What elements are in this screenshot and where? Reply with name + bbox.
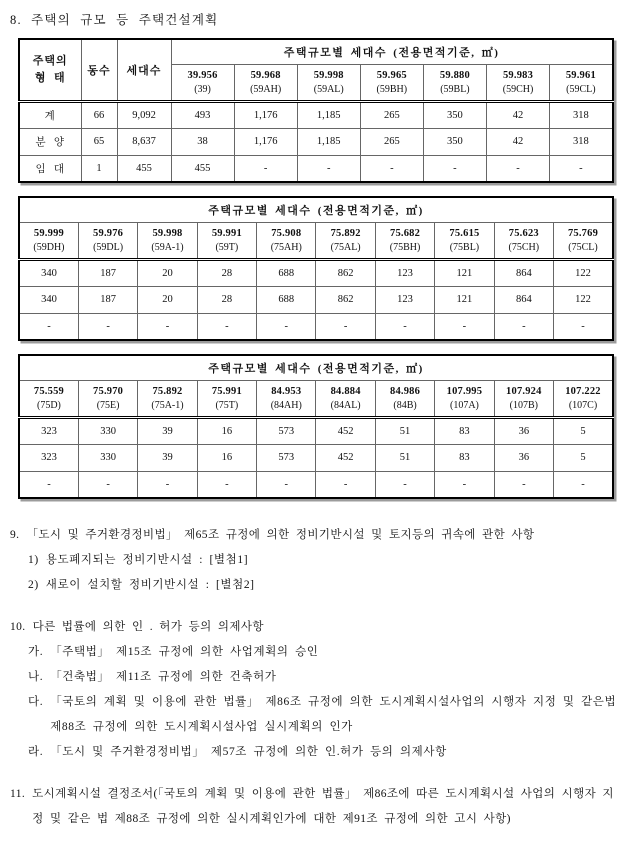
value-cell: 330: [78, 444, 137, 471]
value-cell: 265: [360, 128, 423, 155]
table-header-row: [19, 197, 613, 222]
value-cell: -: [423, 155, 486, 182]
table-header-row: [19, 355, 613, 380]
size-column-header: [138, 222, 197, 259]
area-value: 75.991: [211, 385, 242, 397]
table-row-sale: [19, 286, 613, 313]
item-number: 나.: [28, 671, 44, 683]
housing-plan-table-1: [18, 38, 614, 183]
size-column-header: [435, 380, 494, 417]
area-value: 75.559: [33, 385, 64, 397]
area-value: 59.998: [152, 227, 183, 239]
type-code: (75AH): [270, 241, 302, 253]
value-cell: 350: [423, 101, 486, 128]
value-cell: 862: [316, 259, 375, 286]
size-column-header: [494, 222, 553, 259]
housing-type-line2: 형 태: [34, 71, 66, 84]
type-code: (75BH): [389, 241, 421, 253]
size-column-header: [257, 222, 316, 259]
table-row-total: [19, 101, 613, 128]
section-text: 도시계획시설 결정조서(「국토의 계획 및 이용에 관한 법률」 제86조에 따른 도시계획시설 사업의 시행자 지정 및 같은 법 제88조 규정에 의한 실시계획인가에 대한 제91조 규정에 의한 고시 사항): [32, 788, 614, 825]
type-code: (107A): [449, 399, 479, 411]
value-cell: 323: [19, 417, 78, 444]
value-cell: -: [554, 313, 613, 340]
area-value: 75.892: [152, 385, 183, 397]
area-value: 59.976: [93, 227, 124, 239]
item-text: 「도시 및 주거환경정비법」 제57조 규정에 의한 인.허가 등의 의제사항: [50, 746, 447, 758]
value-cell: 1,176: [234, 101, 297, 128]
size-column-header: [316, 222, 375, 259]
type-code: (39): [194, 83, 211, 95]
type-code: (84B): [393, 399, 417, 411]
value-cell: -: [297, 155, 360, 182]
value-cell: -: [78, 471, 137, 498]
table-row-sale: [19, 128, 613, 155]
type-code: (59A-1): [151, 241, 184, 253]
item-number: 2): [28, 579, 39, 591]
area-value: 75.615: [449, 227, 480, 239]
type-code: (107B): [509, 399, 538, 411]
value-cell: 9,092: [117, 101, 171, 128]
size-column-header: [19, 380, 78, 417]
area-value: 84.884: [330, 385, 361, 397]
area-value: 107.924: [506, 385, 542, 397]
value-cell: 493: [171, 101, 234, 128]
section-number: 10.: [10, 621, 26, 633]
row-label-cell: 임 대: [19, 155, 81, 182]
value-cell: -: [197, 313, 256, 340]
row-label-cell: 분 양: [19, 128, 81, 155]
type-code: (59DH): [33, 241, 65, 253]
type-code: (75T): [215, 399, 239, 411]
building-count-header: 동수: [81, 39, 117, 101]
value-cell: 1,185: [297, 101, 360, 128]
size-header-row: [19, 222, 613, 259]
area-value: 75.970: [93, 385, 124, 397]
type-code: (59AH): [250, 83, 282, 95]
type-code: (84AH): [270, 399, 302, 411]
section-number: 9.: [10, 529, 20, 541]
value-cell: -: [316, 471, 375, 498]
value-cell: 16: [197, 417, 256, 444]
value-cell: 39: [138, 417, 197, 444]
value-cell: 66: [81, 101, 117, 128]
value-cell: 864: [494, 286, 553, 313]
item-number: 다.: [28, 696, 44, 708]
item-number: 1): [28, 554, 39, 566]
size-column-header: [197, 380, 256, 417]
size-column-header: [494, 380, 553, 417]
area-value: 39.956: [187, 69, 218, 81]
section-heading-text: 「도시 및 주거환경정비법」 제65조 규정에 의한 정비기반시설 및 토지등의 귀속에 관한 사항: [26, 529, 535, 541]
area-value: 59.991: [211, 227, 242, 239]
table-row-rental: [19, 155, 613, 182]
section-11: [10, 782, 620, 832]
type-code: (59CL): [566, 83, 596, 95]
value-cell: -: [78, 313, 137, 340]
type-code: (75CH): [508, 241, 540, 253]
value-cell: -: [257, 313, 316, 340]
value-cell: -: [234, 155, 297, 182]
value-cell: -: [197, 471, 256, 498]
size-column-header: [19, 222, 78, 259]
section-9-item-1: [28, 548, 620, 573]
value-cell: 36: [494, 417, 553, 444]
area-value: 59.961: [565, 69, 596, 81]
item-text: 「건축법」 제11조 규정에 의한 건축허가: [50, 671, 277, 683]
value-cell: -: [316, 313, 375, 340]
item-text: 새로이 설치할 정비기반시설 : [별첨2]: [45, 579, 255, 591]
value-cell: -: [360, 155, 423, 182]
size-column-header: [78, 222, 137, 259]
area-value: 75.769: [567, 227, 599, 239]
table-row-total: [19, 259, 613, 286]
section-10: [10, 615, 620, 765]
value-cell: 122: [554, 259, 613, 286]
value-cell: 83: [435, 444, 494, 471]
size-column-header: [171, 64, 234, 101]
area-value: 59.983: [502, 69, 534, 81]
table-row-rental: [19, 313, 613, 340]
value-cell: 51: [375, 417, 434, 444]
size-column-header: [297, 64, 360, 101]
value-cell: 452: [316, 417, 375, 444]
value-cell: -: [138, 313, 197, 340]
size-column-header: [316, 380, 375, 417]
value-cell: -: [494, 471, 553, 498]
size-column-header: [197, 222, 256, 259]
section-10-heading: [10, 615, 620, 640]
value-cell: 42: [486, 128, 549, 155]
type-code: (59BL): [440, 83, 470, 95]
area-value: 59.965: [376, 69, 407, 81]
value-cell: 1,185: [297, 128, 360, 155]
value-cell: 573: [257, 417, 316, 444]
value-cell: 862: [316, 286, 375, 313]
size-group-header: 주택규모별 세대수 (전용면적기준, ㎡): [19, 197, 613, 222]
value-cell: 452: [316, 444, 375, 471]
value-cell: 573: [257, 444, 316, 471]
value-cell: 16: [197, 444, 256, 471]
value-cell: -: [257, 471, 316, 498]
value-cell: 864: [494, 259, 553, 286]
value-cell: -: [550, 155, 613, 182]
size-header-row: [19, 380, 613, 417]
value-cell: 122: [554, 286, 613, 313]
section-heading-text: 다른 법률에 의한 인 . 허가 등의 의제사항: [32, 621, 264, 633]
value-cell: 42: [486, 101, 549, 128]
value-cell: 323: [19, 444, 78, 471]
value-cell: -: [435, 471, 494, 498]
page-title: 8. 주택의 규모 등 주택건설계획: [10, 13, 219, 27]
type-code: (75E): [96, 399, 120, 411]
value-cell: 455: [117, 155, 171, 182]
table-header-row: [19, 39, 613, 64]
value-cell: 5: [554, 417, 613, 444]
size-column-header: [486, 64, 549, 101]
row-label-cell: 계: [19, 101, 81, 128]
value-cell: -: [486, 155, 549, 182]
value-cell: 1,176: [234, 128, 297, 155]
value-cell: 1: [81, 155, 117, 182]
value-cell: 318: [550, 128, 613, 155]
item-number: 가.: [28, 646, 44, 658]
value-cell: -: [435, 313, 494, 340]
type-code: (84AL): [330, 399, 361, 411]
value-cell: 123: [375, 286, 434, 313]
value-cell: 65: [81, 128, 117, 155]
housing-type-line1: 주택의: [32, 54, 68, 67]
section-9: [10, 523, 620, 598]
value-cell: 455: [171, 155, 234, 182]
household-count-header: 세대수: [117, 39, 171, 101]
value-cell: 340: [19, 259, 78, 286]
size-column-header: [550, 64, 613, 101]
housing-plan-table-2: [18, 196, 614, 341]
housing-plan-table-3: [18, 354, 614, 499]
value-cell: 28: [197, 286, 256, 313]
type-code: (75AL): [330, 241, 361, 253]
type-code: (75A-1): [151, 399, 184, 411]
area-value: 107.995: [446, 385, 483, 397]
size-column-header: [554, 380, 613, 417]
section-number: 11.: [10, 788, 26, 800]
value-cell: 340: [19, 286, 78, 313]
value-cell: 38: [171, 128, 234, 155]
size-column-header: [375, 380, 434, 417]
type-code: (75CL): [568, 241, 598, 253]
section-9-heading: [10, 523, 620, 548]
value-cell: 5: [554, 444, 613, 471]
value-cell: 121: [435, 286, 494, 313]
value-cell: 36: [494, 444, 553, 471]
value-cell: -: [494, 313, 553, 340]
section-10-item-da: [28, 690, 620, 740]
value-cell: -: [554, 471, 613, 498]
type-code: (59T): [215, 241, 239, 253]
area-value: 59.880: [439, 69, 470, 81]
value-cell: 318: [550, 101, 613, 128]
type-code: (59BH): [376, 83, 408, 95]
type-code: (59CH): [502, 83, 534, 95]
value-cell: -: [19, 313, 78, 340]
size-column-header: [375, 222, 434, 259]
area-value: 84.953: [271, 385, 302, 397]
area-value: 75.682: [390, 227, 421, 239]
table-row-rental: [19, 471, 613, 498]
size-column-header: [138, 380, 197, 417]
value-cell: -: [138, 471, 197, 498]
section-9-item-2: [28, 573, 620, 598]
value-cell: 330: [78, 417, 137, 444]
size-column-header: [257, 380, 316, 417]
size-column-header: [78, 380, 137, 417]
type-code: (75D): [37, 399, 61, 411]
size-column-header: [435, 222, 494, 259]
value-cell: 20: [138, 259, 197, 286]
item-text: 용도폐지되는 정비기반시설 : [별첨1]: [45, 554, 249, 566]
table-row-sale: [19, 444, 613, 471]
type-code: (59AL): [313, 83, 344, 95]
section-10-item-ga: [28, 640, 620, 665]
value-cell: 350: [423, 128, 486, 155]
value-cell: 8,637: [117, 128, 171, 155]
area-value: 59.998: [313, 69, 344, 81]
value-cell: 28: [197, 259, 256, 286]
value-cell: 51: [375, 444, 434, 471]
value-cell: -: [19, 471, 78, 498]
value-cell: -: [375, 471, 434, 498]
section-10-item-na: [28, 665, 620, 690]
area-value: 75.908: [271, 227, 302, 239]
housing-type-header: [19, 39, 81, 101]
value-cell: 688: [257, 286, 316, 313]
value-cell: -: [375, 313, 434, 340]
item-text: 「주택법」 제15조 규정에 의한 사업계획의 승인: [50, 646, 319, 658]
section-11-heading: [10, 782, 620, 832]
area-value: 59.999: [33, 227, 64, 239]
area-value: 75.623: [508, 227, 539, 239]
value-cell: 20: [138, 286, 197, 313]
area-value: 107.222: [565, 385, 601, 397]
value-cell: 688: [257, 259, 316, 286]
value-cell: 187: [78, 259, 137, 286]
item-text: 「국토의 계획 및 이용에 관한 법률」 제86조 규정에 의한 도시계획시설사업의 시행자 지정 및 같은법 제88조 규정에 의한 도시계획시설사업 실시계획의 인가: [50, 696, 617, 733]
value-cell: 39: [138, 444, 197, 471]
item-number: 라.: [28, 746, 44, 758]
value-cell: 123: [375, 259, 434, 286]
section-10-item-ra: [28, 740, 620, 765]
type-code: (59DL): [93, 241, 124, 253]
size-column-header: [554, 222, 613, 259]
area-value: 75.892: [330, 227, 361, 239]
size-column-header: [423, 64, 486, 101]
value-cell: 265: [360, 101, 423, 128]
value-cell: 187: [78, 286, 137, 313]
area-value: 59.968: [250, 69, 281, 81]
table-row-total: [19, 417, 613, 444]
size-column-header: [360, 64, 423, 101]
size-group-header: 주택규모별 세대수 (전용면적기준, ㎡): [19, 355, 613, 380]
value-cell: 83: [435, 417, 494, 444]
type-code: (75BL): [449, 241, 480, 253]
type-code: (107C): [568, 399, 598, 411]
size-group-header: 주택규모별 세대수 (전용면적기준, ㎡): [171, 39, 613, 64]
size-column-header: [234, 64, 297, 101]
area-value: 84.986: [390, 385, 421, 397]
value-cell: 121: [435, 259, 494, 286]
